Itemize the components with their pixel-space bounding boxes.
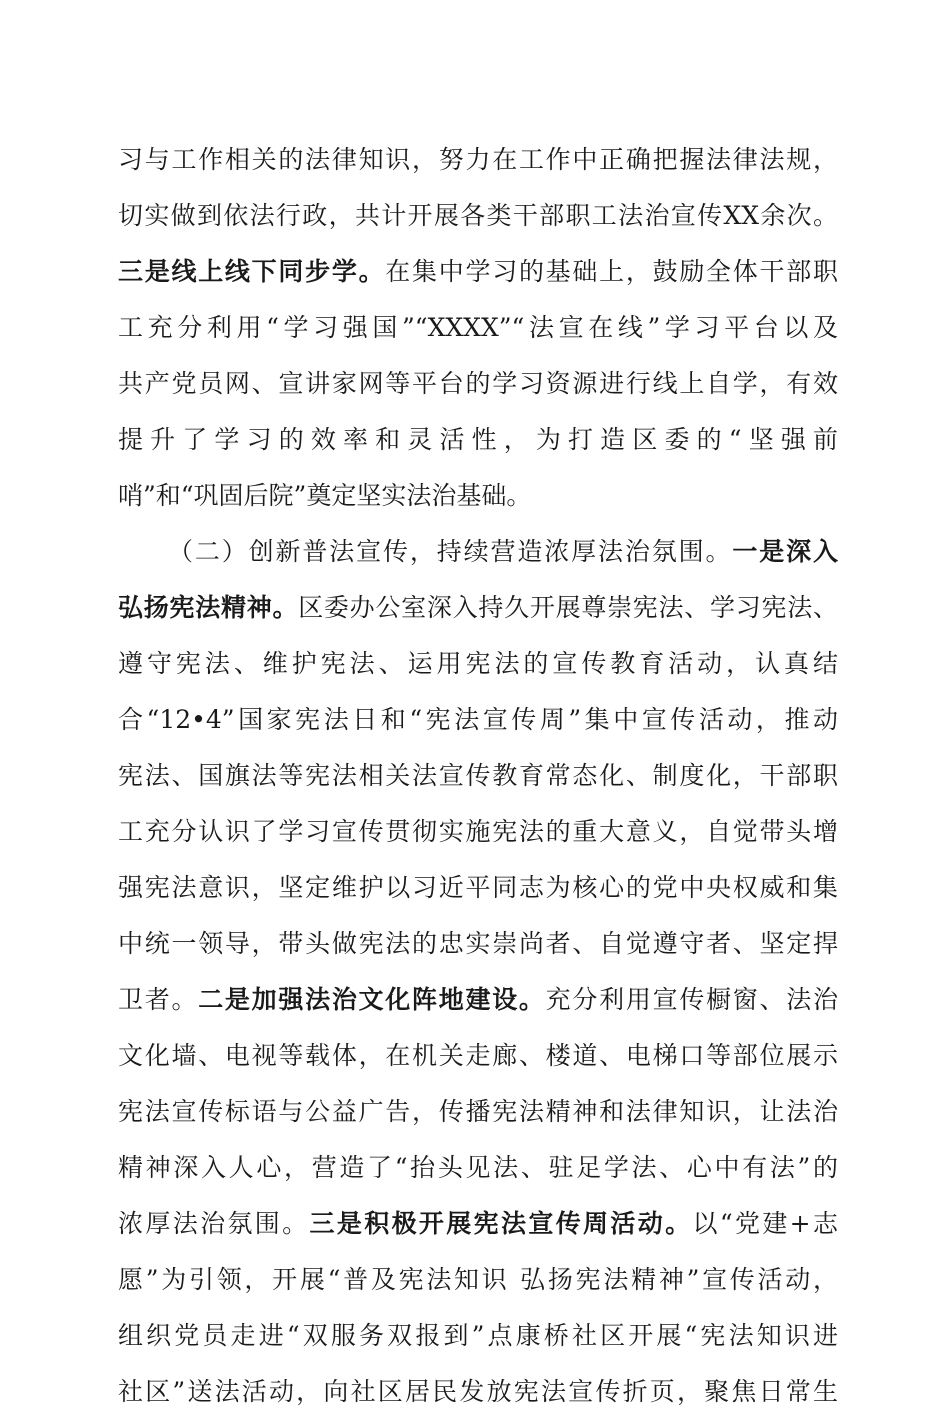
body-text: 宪法、国旗法等宪法相关法宣传教育常态化、制度化，干部职 [118,761,838,790]
body-text: 文化墙、电视等载体，在机关走廊、楼道、电梯口等部位展示 [118,1041,838,1070]
text-line [118,1028,838,1084]
body-text: 在集中学习的基础上，鼓励全体干部职 [385,257,838,286]
body-text: 区委办公室深入持久开展尊崇宪法、学习宪法、 [298,593,838,622]
text-line [118,1252,838,1308]
body-text: 工充分利用“学习强国”“XXXX”“法宣在线”学习平台以及 [118,313,838,342]
text-line [118,580,838,636]
body-text: 卫者。 [118,985,199,1014]
text-line [118,1140,838,1196]
text-line [118,748,838,804]
body-text: 中统一领导，带头做宪法的忠实崇尚者、自觉遵守者、坚定捍 [118,929,838,958]
bold-heading-text: 三是积极开展宪法宣传周活动。 [309,1209,693,1238]
text-line [118,524,838,580]
text-line [118,412,838,468]
text-line [118,692,838,748]
text-line [118,1364,838,1420]
body-text: 哨”和“巩固后院”奠定坚实法治基础。 [118,481,532,510]
bold-heading-text: 一是深入 [732,537,838,566]
text-line [118,132,838,188]
body-text: 强宪法意识，坚定维护以习近平同志为核心的党中央权威和集 [118,873,838,902]
body-text: 宪法宣传标语与公益广告，传播宪法精神和法律知识，让法治 [118,1097,838,1126]
body-text: 切实做到依法行政，共计开展各类干部职工法治宣传XX余次。 [118,201,838,230]
text-line [118,468,838,524]
text-line [118,1084,838,1140]
text-line [118,860,838,916]
bold-heading-text: 弘扬宪法精神。 [118,593,299,622]
bold-heading-text: 三是线上线下同步学。 [118,257,386,286]
text-line [118,636,838,692]
text-line [118,244,838,300]
text-line [118,1196,838,1252]
text-line [118,356,838,412]
text-line [118,916,838,972]
bold-heading-text: 二是加强法治文化阵地建设。 [198,985,546,1014]
body-text: 合“12•4”国家宪法日和“宪法宣传周”集中宣传活动，推动 [118,705,838,734]
body-text: 工充分认识了学习宣传贯彻实施宪法的重大意义，自觉带头增 [118,817,838,846]
text-line [118,300,838,356]
body-text: 共产党员网、宣讲家网等平台的学习资源进行线上自学，有效 [118,369,838,398]
body-text: 以“党建+志 [692,1209,838,1238]
text-line [118,804,838,860]
body-text: （二）创新普法宣传，持续营造浓厚法治氛围。 [168,537,733,566]
text-line [118,972,838,1028]
body-text: 社区”送法活动，向社区居民发放宪法宣传折页，聚焦日常生 [118,1377,838,1406]
document-body [118,132,838,1420]
body-text: 精神深入人心，营造了“抬头见法、驻足学法、心中有法”的 [118,1153,838,1182]
body-text: 遵守宪法、维护宪法、运用宪法的宣传教育活动，认真结 [118,649,838,678]
text-line [118,1308,838,1364]
body-text: 提升了学习的效率和灵活性，为打造区委的“坚强前 [118,425,838,454]
body-text: 充分利用宣传橱窗、法治 [545,985,838,1014]
body-text: 浓厚法治氛围。 [118,1209,310,1238]
text-line [118,188,838,244]
body-text: 习与工作相关的法律知识，努力在工作中正确把握法律法规， [118,145,838,174]
body-text: 组织党员走进“双服务双报到”点康桥社区开展“宪法知识进 [118,1321,838,1350]
body-text: 愿”为引领，开展“普及宪法知识 弘扬宪法精神”宣传活动， [118,1265,838,1294]
